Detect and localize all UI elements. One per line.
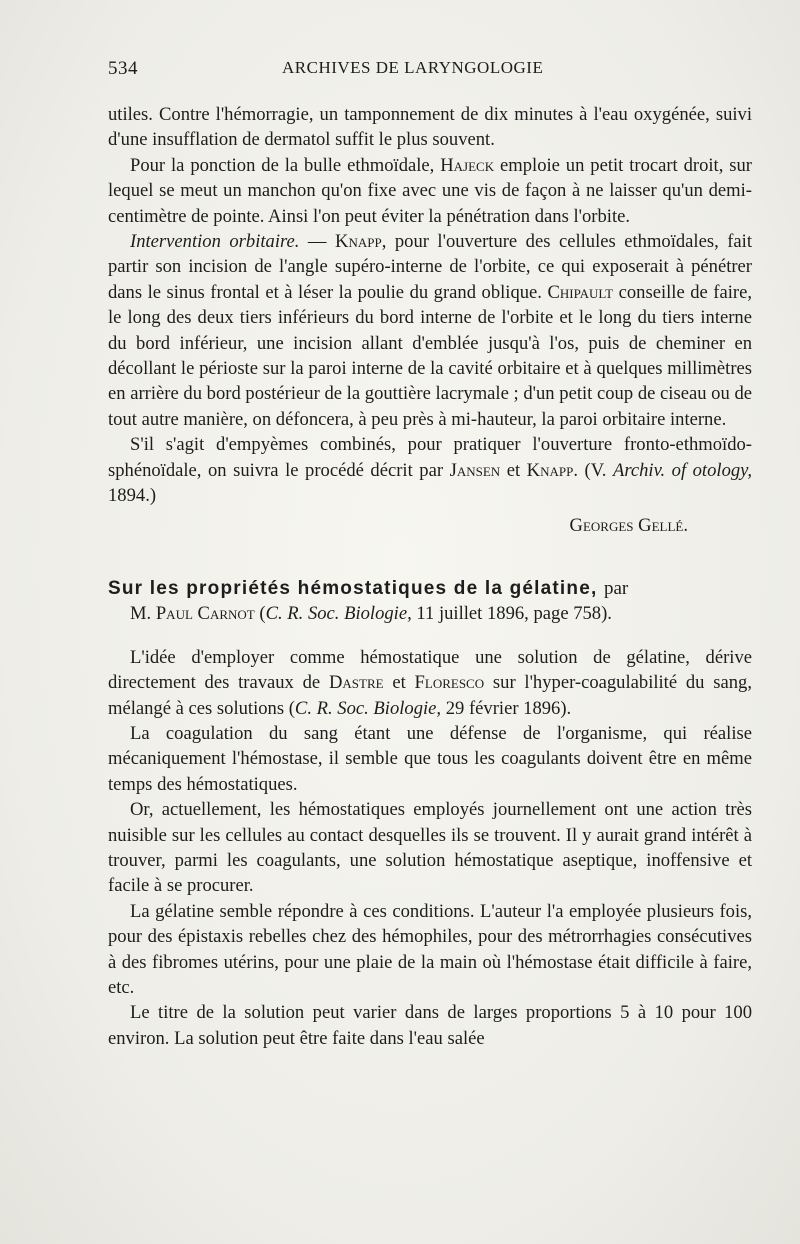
author-name: Hajeck [440, 154, 495, 176]
author-name: Dastre [328, 672, 384, 694]
paragraph: Or, actuellement, les hémostatiques employés journellement ont une action très nuisible sur les cellules au contact desquelles ils se trouvent. Il y aurait grand intérêt à trouver, parmi les coagulants, une solution hémostatique aseptique, inoffensive et facile à se procurer. [108, 799, 752, 897]
paragraph: La coagulation du sang étant une défense de l'organisme, qui réalise mécaniquement l'hémostase, il semble que tous les coagulants doivent être en même temps des hémostatiques. [108, 722, 752, 795]
signature: Georges Gellé. [569, 514, 688, 536]
author-name: Paul Carnot [155, 603, 255, 625]
paragraph: Le titre de la solution peut varier dans de larges proportions 5 à 10 pour 100 environ. La solution peut être faite dans l'eau salée [108, 1002, 752, 1049]
paragraph: S'il s'agit d'empyèmes combinés, pour pratiquer l'ouverture fronto-ethmoïdo-sphénoïdale, on suivra le procédé décrit par Jansen et Knapp. (V. Archiv. of otology, 1894.) [108, 434, 753, 507]
author-name: Chipault [547, 281, 614, 303]
page-body [108, 102, 752, 1051]
author-name: Jansen [449, 459, 501, 481]
paragraph: La gélatine semble répondre à ces conditions. L'auteur l'a employée plusieurs fois, pour des épistaxis rebelles chez des hémophiles, pour des métrorrhagies consécutives à des fibromes utérins, pour une plaie de la main où l'hémostase était difficile à faire, etc. [108, 900, 752, 998]
page-header [108, 58, 748, 86]
author-name: Knapp. [526, 459, 578, 481]
paragraph: Pour la ponction de la bulle ethmoïdale, Hajeck emploie un petit trocart droit, sur lequel se meut un manchon qu'on fixe avec une vis de façon à ne laisser qu'un demi-centimètre de pointe. Ainsi l'on peut éviter la pénétration dans l'orbite. [108, 154, 752, 227]
journal-name: C. R. Soc. Biologie, [294, 697, 442, 719]
article-byline: M. Paul Carnot (C. R. Soc. Biologie, 11 juillet 1896, page 758). [130, 603, 612, 625]
author-name: Knapp [335, 231, 382, 253]
running-title: ARCHIVES DE LARYNGOLOGIE [282, 58, 544, 77]
page-number: 534 [108, 58, 138, 79]
journal-name: Archiv. of otology, [612, 459, 753, 481]
paragraph: L'idée d'employer comme hémostatique une solution de gélatine, dérive directement des travaux de Dastre et Floresco sur l'hyper-coagulabilité du sang, mélangé à ces solutions (C. R. Soc. Biologie, 29 février 1896). [108, 646, 752, 719]
paragraph: utiles. Contre l'hémorragie, un tamponnement de dix minutes à l'eau oxygénée, suivi d'une insufflation de dermatol suffit le plus souvent. [108, 104, 752, 151]
author-name: Floresco [414, 672, 485, 694]
article-title: Sur les propriétés hémostatiques de la gélatine, par [108, 577, 629, 599]
section-label: Intervention orbitaire. [130, 231, 300, 253]
journal-name: C. R. Soc. Biologie, [265, 603, 412, 625]
paragraph: Intervention orbitaire. — Knapp, pour l'ouverture des cellules ethmoïdales, fait partir son incision de l'angle supéro-interne de l'orbite, ce qui exposerait à pénétrer dans le sinus frontal et à léser la poulie du grand oblique. Chipault conseille de faire, le long des deux tiers inférieurs du bord interne de l'orbite et le long du tiers interne du bord inférieur, une incision allant d'emblée jusqu'à l'os, puis de cheminer en décollant le périoste sur la paroi interne de la cavité orbitaire et à quelques millimètres en arrière du bord postérieur de la gouttière lacrymale ; d'un petit coup de ciseau ou de tout autre manière, on défoncera, à peu près à mi-hauteur, la paroi orbitaire interne. [108, 231, 753, 430]
